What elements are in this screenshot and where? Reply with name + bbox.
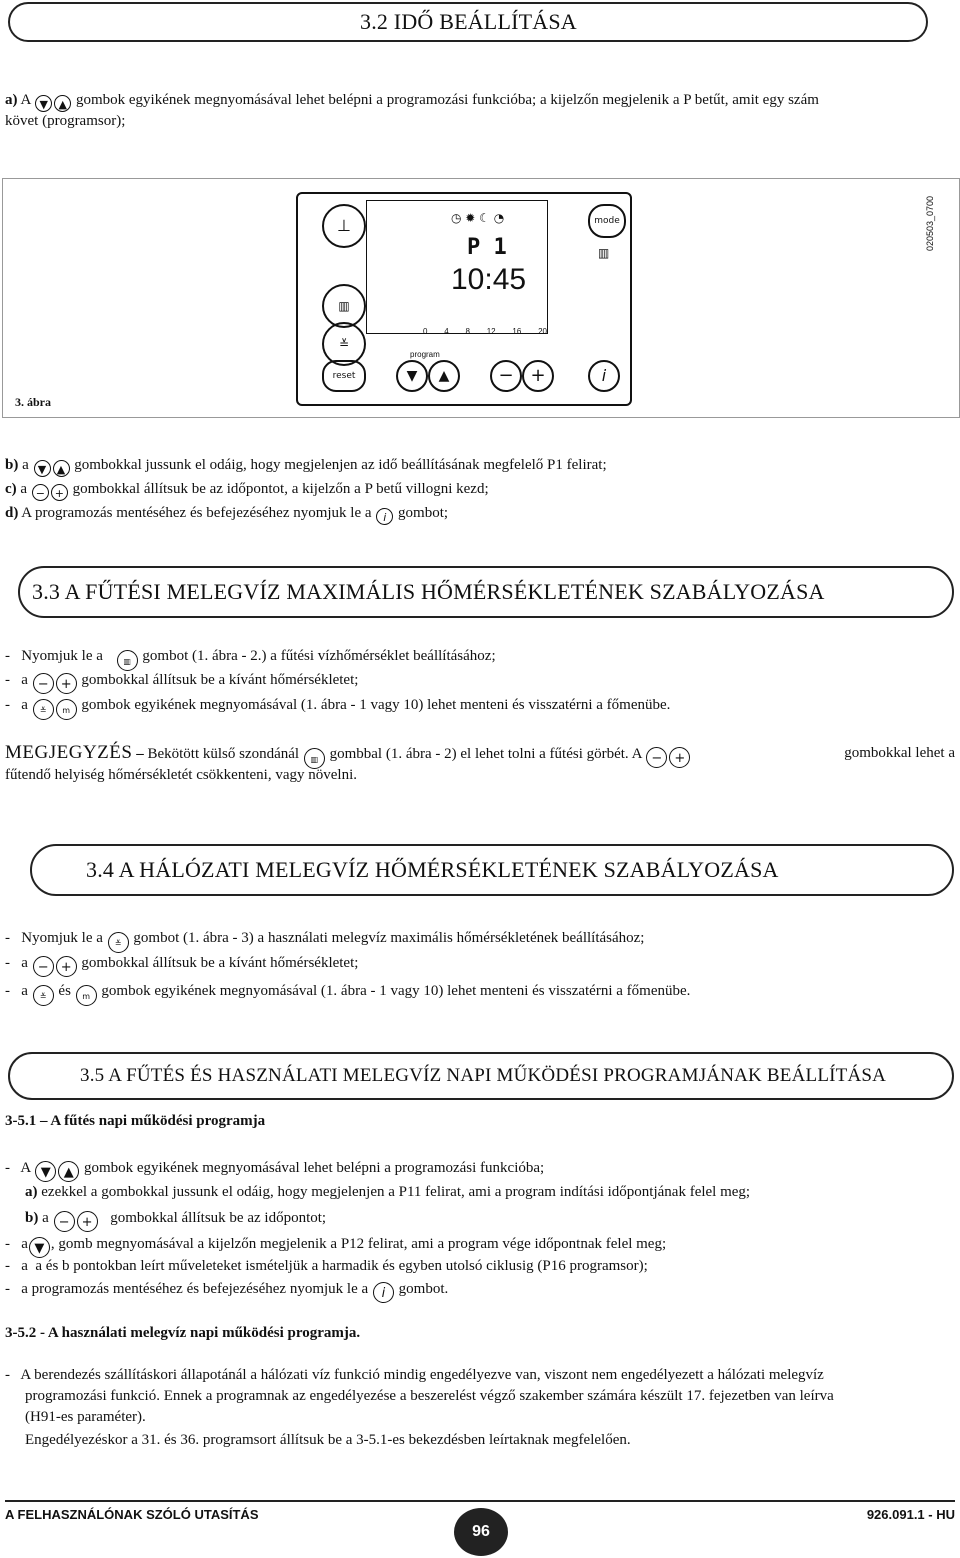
note-label: MEGJEGYZÉS — [5, 742, 133, 763]
radiator-button[interactable]: ▥ — [322, 284, 366, 328]
section-header-3-3 — [18, 566, 954, 618]
text: gombok egyikének megnyomásával lehet belépni a programozási funkcióba; — [83, 1160, 545, 1176]
info-button[interactable]: i — [588, 360, 620, 392]
text: gombokkal állítsuk be a kívánt hőmérsékletet; — [81, 672, 359, 688]
plus-icon: + — [77, 1211, 98, 1232]
up-arrow-icon: ▲ — [53, 460, 70, 477]
item-label: b) — [25, 1210, 39, 1226]
radiator-icon: ▥ — [304, 748, 325, 769]
radiator-icon: ▥ — [117, 650, 138, 671]
tap-icon: ≚ — [33, 985, 54, 1006]
footer-left: A FELHASZNÁLÓNAK SZÓLÓ UTASÍTÁS — [5, 1507, 259, 1522]
plus-icon: + — [56, 956, 77, 977]
s35-para-1: - A berendezés szállításkori állapotánál a hálózati víz funkció mindig engedélyezve van, viszont nem engedélyezett a hálózati melegvíz — [5, 1367, 824, 1383]
scale-tick: 8 — [465, 327, 470, 336]
text: - a — [5, 697, 28, 713]
text: gombot (1. ábra - 3) a használati melegvíz maximális hőmérsékletének beállításához; — [133, 930, 645, 946]
lcd-program-number: P 1 — [467, 235, 507, 260]
minus-icon: − — [33, 673, 54, 694]
text: gombbal (1. ábra - 2) el lehet tolni a fűtési görbét. A — [329, 746, 642, 762]
s35-para-2: programozási funkció. Ennek a programnak az engedélyezése a beszerelést végző szakember számára készült 17. fejezetben van leírva — [25, 1388, 834, 1404]
lcd-scale — [423, 327, 547, 336]
s35-line-6 — [5, 1279, 448, 1303]
section-title: 3.2 IDŐ BEÁLLÍTÁSA — [360, 9, 577, 34]
section-title: 3.3 A FŰTÉSI MELEGVÍZ MAXIMÁLIS HŐMÉRSÉKLETÉNEK SZABÁLYOZÁSA — [32, 579, 825, 604]
text: - a — [5, 672, 28, 688]
s33-line-2 — [5, 670, 358, 694]
up-arrow-icon: ▲ — [58, 1161, 79, 1182]
text: gombokkal állítsuk be az időpontot; — [110, 1210, 327, 1226]
s33-line-3 — [5, 695, 670, 720]
text: A — [20, 92, 31, 108]
down-arrow-button[interactable]: ▼ — [396, 360, 428, 392]
minus-icon: − — [32, 484, 49, 501]
plus-icon: + — [51, 484, 68, 501]
text: - a programozás mentéséhez és befejezéséhez nyomjuk le a — [5, 1281, 369, 1297]
text: gombok egyikének megnyomásával (1. ábra - 1 vagy 10) lehet menteni és visszatérni a főmenübe. — [101, 983, 691, 999]
text: a — [22, 457, 29, 473]
paragraph-b — [5, 455, 607, 477]
subheading-3-5-2: 3-5.2 - A használati melegvíz napi működési programja. — [5, 1325, 361, 1341]
scale-tick: 16 — [512, 327, 522, 336]
paragraph-c — [5, 479, 489, 501]
info-icon: i — [373, 1282, 394, 1303]
minus-icon: − — [54, 1211, 75, 1232]
scale-tick: 12 — [486, 327, 496, 336]
paragraph-d — [5, 503, 448, 525]
text: - Nyomjuk le a — [5, 930, 103, 946]
s34-line-1 — [5, 928, 644, 953]
minus-icon: − — [646, 747, 667, 768]
s35-line-3 — [25, 1208, 326, 1232]
down-arrow-icon: ▼ — [35, 1161, 56, 1182]
mode-icon: m — [56, 699, 77, 720]
minus-icon: − — [33, 956, 54, 977]
s33-line-1 — [5, 646, 496, 671]
section-header-3-2 — [8, 2, 928, 42]
section-header-3-5 — [8, 1052, 954, 1100]
down-arrow-icon: ▼ — [29, 1237, 50, 1258]
figure-caption: 3. ábra — [15, 395, 51, 409]
page-number: 96 — [472, 1523, 490, 1540]
s35-line-2 — [25, 1182, 750, 1202]
plus-button[interactable]: + — [522, 360, 554, 392]
scale-tick: 0 — [423, 327, 428, 336]
plus-icon: + — [56, 673, 77, 694]
down-arrow-icon: ▼ — [35, 95, 52, 112]
text: - a — [5, 1236, 28, 1252]
figure-code: 020503_0700 — [925, 195, 935, 251]
info-icon: i — [376, 508, 393, 525]
subheading-3-5-1: 3-5.1 – A fűtés napi működési programja — [5, 1113, 266, 1129]
reset-label: reset — [332, 371, 356, 381]
lcd-time: 10:45 — [451, 263, 527, 296]
up-arrow-button[interactable]: ▲ — [428, 360, 460, 392]
text: - A — [5, 1160, 31, 1176]
s35-line-1 — [5, 1158, 544, 1182]
program-label: program — [410, 350, 440, 359]
text: gombokkal jussunk el odáig, hogy megjelenjen az idő beállításának megfelelő P1 felirat; — [74, 457, 607, 473]
tap-icon: ≚ — [33, 699, 54, 720]
section-title: 3.5 A FŰTÉS ÉS HASZNÁLATI MELEGVÍZ NAPI MŰKÖDÉSI PROGRAMJÁNAK BEÁLLÍTÁSA — [80, 1065, 887, 1086]
s35-para-3: (H91-es paraméter). — [25, 1409, 146, 1425]
mode-label: mode — [594, 216, 620, 226]
text: a — [20, 481, 28, 497]
section-title: 3.4 A HÁLÓZATI MELEGVÍZ HŐMÉRSÉKLETÉNEK SZABÁLYOZÁSA — [86, 857, 779, 882]
page-number-badge — [454, 1508, 508, 1556]
paragraph-a — [5, 90, 819, 112]
footer-right: 926.091.1 - HU — [866, 1507, 955, 1522]
tap-button[interactable]: ≚ — [322, 322, 366, 366]
item-label: b) — [5, 457, 19, 473]
text: – — [136, 746, 144, 762]
text: gombot (1. ábra - 2.) a fűtési vízhőmérséklet beállításához; — [142, 648, 496, 664]
item-label: a) — [25, 1184, 38, 1200]
text: Bekötött külső szondánál — [147, 746, 300, 762]
text: , gomb megnyomásával a kijelzőn megjelenik a P12 felirat, ami a program vége időpontnak felel meg; — [50, 1236, 667, 1252]
plus-icon: + — [669, 747, 690, 768]
text: gombot; — [398, 505, 449, 521]
reset-button[interactable] — [322, 360, 366, 392]
radiator-icon: ▥ — [598, 246, 610, 260]
s34-line-3 — [5, 981, 690, 1006]
footer-rule — [5, 1500, 955, 1502]
text: gombok egyikének megnyomásával (1. ábra - 1 vagy 10) lehet menteni és visszatérni a főmenübe. — [81, 697, 671, 713]
scale-tick: 20 — [538, 327, 547, 336]
tap-water-icon[interactable]: ⊥ — [322, 204, 366, 248]
tap-icon: ≚ — [108, 932, 129, 953]
text: gombokkal állítsuk be a kívánt hőmérsékletet; — [81, 955, 359, 971]
text: gombot. — [398, 1281, 449, 1297]
item-label: a) — [5, 92, 18, 108]
mode-icon: m — [76, 985, 97, 1006]
text: gombokkal lehet a — [844, 745, 955, 761]
lcd-display — [366, 200, 548, 334]
text: és — [58, 983, 71, 999]
text: - a — [5, 983, 28, 999]
s35-line-4 — [5, 1234, 666, 1258]
note-line-2: fűtendő helyiség hőmérsékletét csökkenteni, vagy növelni. — [5, 767, 357, 783]
control-panel — [296, 192, 632, 406]
text: gombokkal állítsuk be az időpontot, a kijelzőn a P betű villogni kezd; — [72, 481, 489, 497]
text: ezekkel a gombokkal jussunk el odáig, hogy megjelenjen a P11 felirat, ami a program indítási időpontjának felel meg; — [41, 1184, 751, 1200]
text: gombok egyikének megnyomásával lehet belépni a programozási funkcióba; a kijelzőn megjelenik a P betűt, amit egy szám — [75, 92, 819, 108]
up-arrow-icon: ▲ — [54, 95, 71, 112]
minus-button[interactable]: − — [490, 360, 522, 392]
s34-line-2 — [5, 953, 358, 977]
scale-tick: 4 — [444, 327, 449, 336]
lcd-status-icons: ◷ ✹ ☾ ◔ — [451, 211, 505, 225]
text: - Nyomjuk le a — [5, 648, 103, 664]
text: - a — [5, 955, 28, 971]
text: a — [42, 1210, 49, 1226]
s35-line-5: - a a és b pontokban leírt műveleteket ismételjük a harmadik és egyben utolsó ciklusig (P16 programsor); — [5, 1258, 648, 1274]
s35-para-4: Engedélyezéskor a 31. és 36. programsort állítsuk be a 3-5.1-es bekezdésben leírtaknak megfelelően. — [25, 1432, 631, 1448]
section-header-3-4 — [30, 844, 954, 896]
item-label: d) — [5, 505, 19, 521]
mode-button[interactable] — [588, 204, 626, 238]
item-label: c) — [5, 481, 17, 497]
paragraph-a-cont: követ (programsor); — [5, 113, 126, 129]
text: A programozás mentéséhez és befejezéséhez nyomjuk le a — [21, 505, 372, 521]
down-arrow-icon: ▼ — [34, 460, 51, 477]
